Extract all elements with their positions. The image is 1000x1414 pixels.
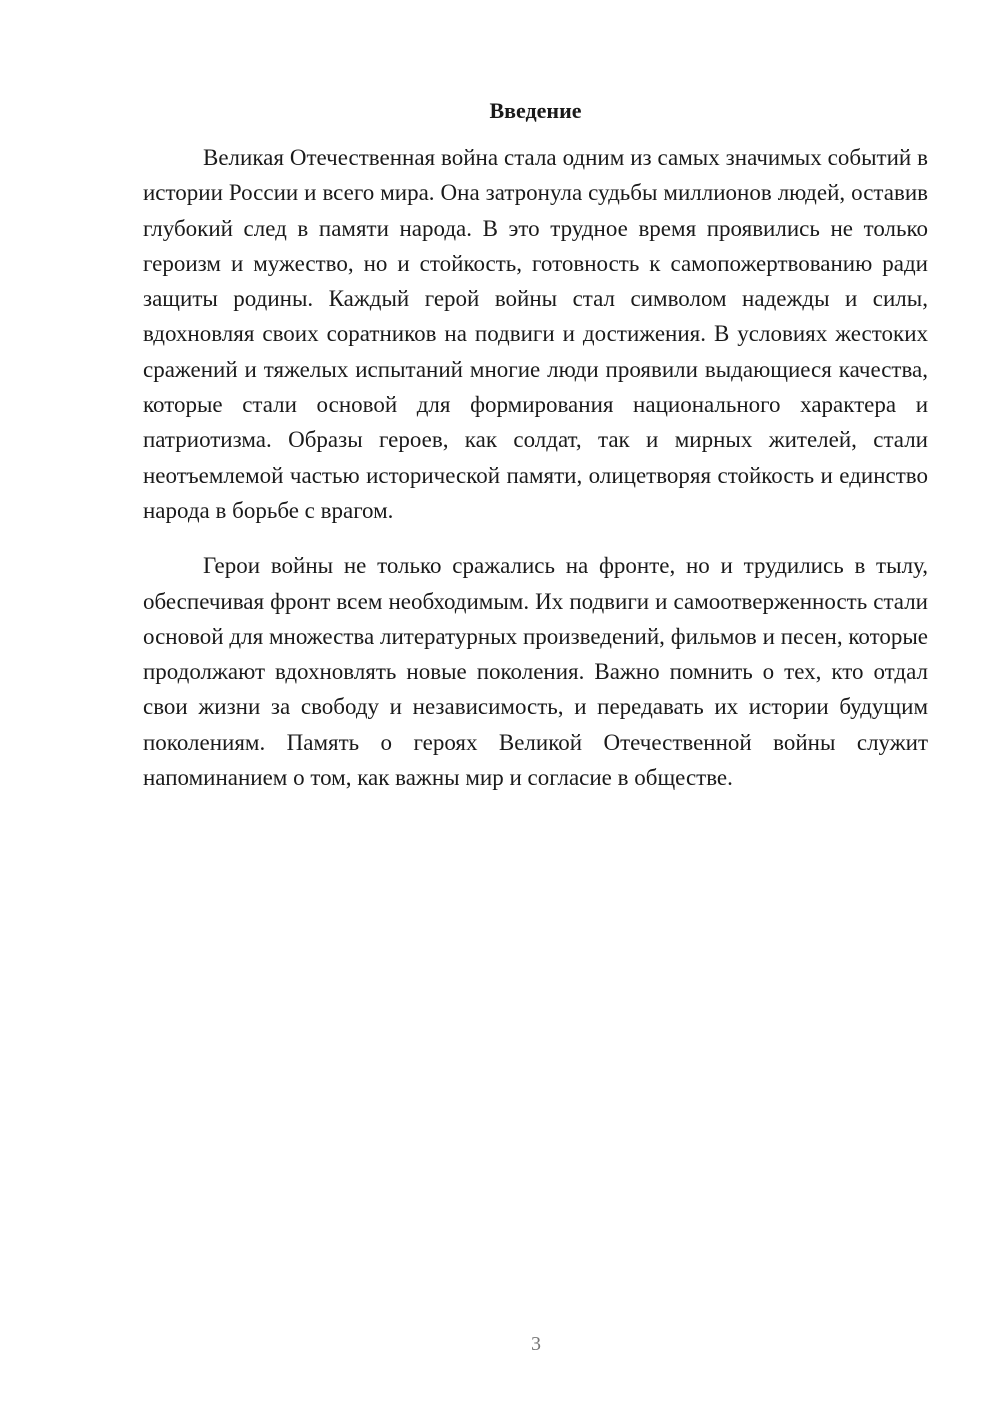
page-number: 3 xyxy=(531,1333,541,1355)
section-heading: Введение xyxy=(489,98,582,123)
page-content xyxy=(143,96,928,795)
paragraph-1: Великая Отечественная война стала одним из самых значимых событий в истории России и всего мира. Она затронула судьбы миллионов людей, оставив глубокий след в памяти народа. В это трудное время проявились не только героизм и мужество, но и стойкость, готовность к самопожертвованию ради защиты родины. Каждый герой войны стал символом надежды и силы, вдохновляя своих соратников на подвиги и достижения. В условиях жестоких сражений и тяжелых испытаний многие люди проявили выдающиеся качества, которые стали основой для формирования национального характера и патриотизма. Образы героев, как солдат, так и мирных жителей, стали неотъемлемой частью исторической памяти, олицетворяя стойкость и единство народа в борьбе с врагом. xyxy=(143,145,928,523)
paragraph-2: Герои войны не только сражались на фронте, но и трудились в тылу, обеспечивая фронт всем необходимым. Их подвиги и самоотверженность стали основой для множества литературных произведений, фильмов и песен, которые продолжают вдохновлять новые поколения. Важно помнить о тех, кто отдал свои жизни за свободу и независимость, и передавать их истории будущим поколениям. Память о героях Великой Отечественной войны служит напоминанием о том, как важны мир и согласие в обществе. xyxy=(143,553,928,791)
